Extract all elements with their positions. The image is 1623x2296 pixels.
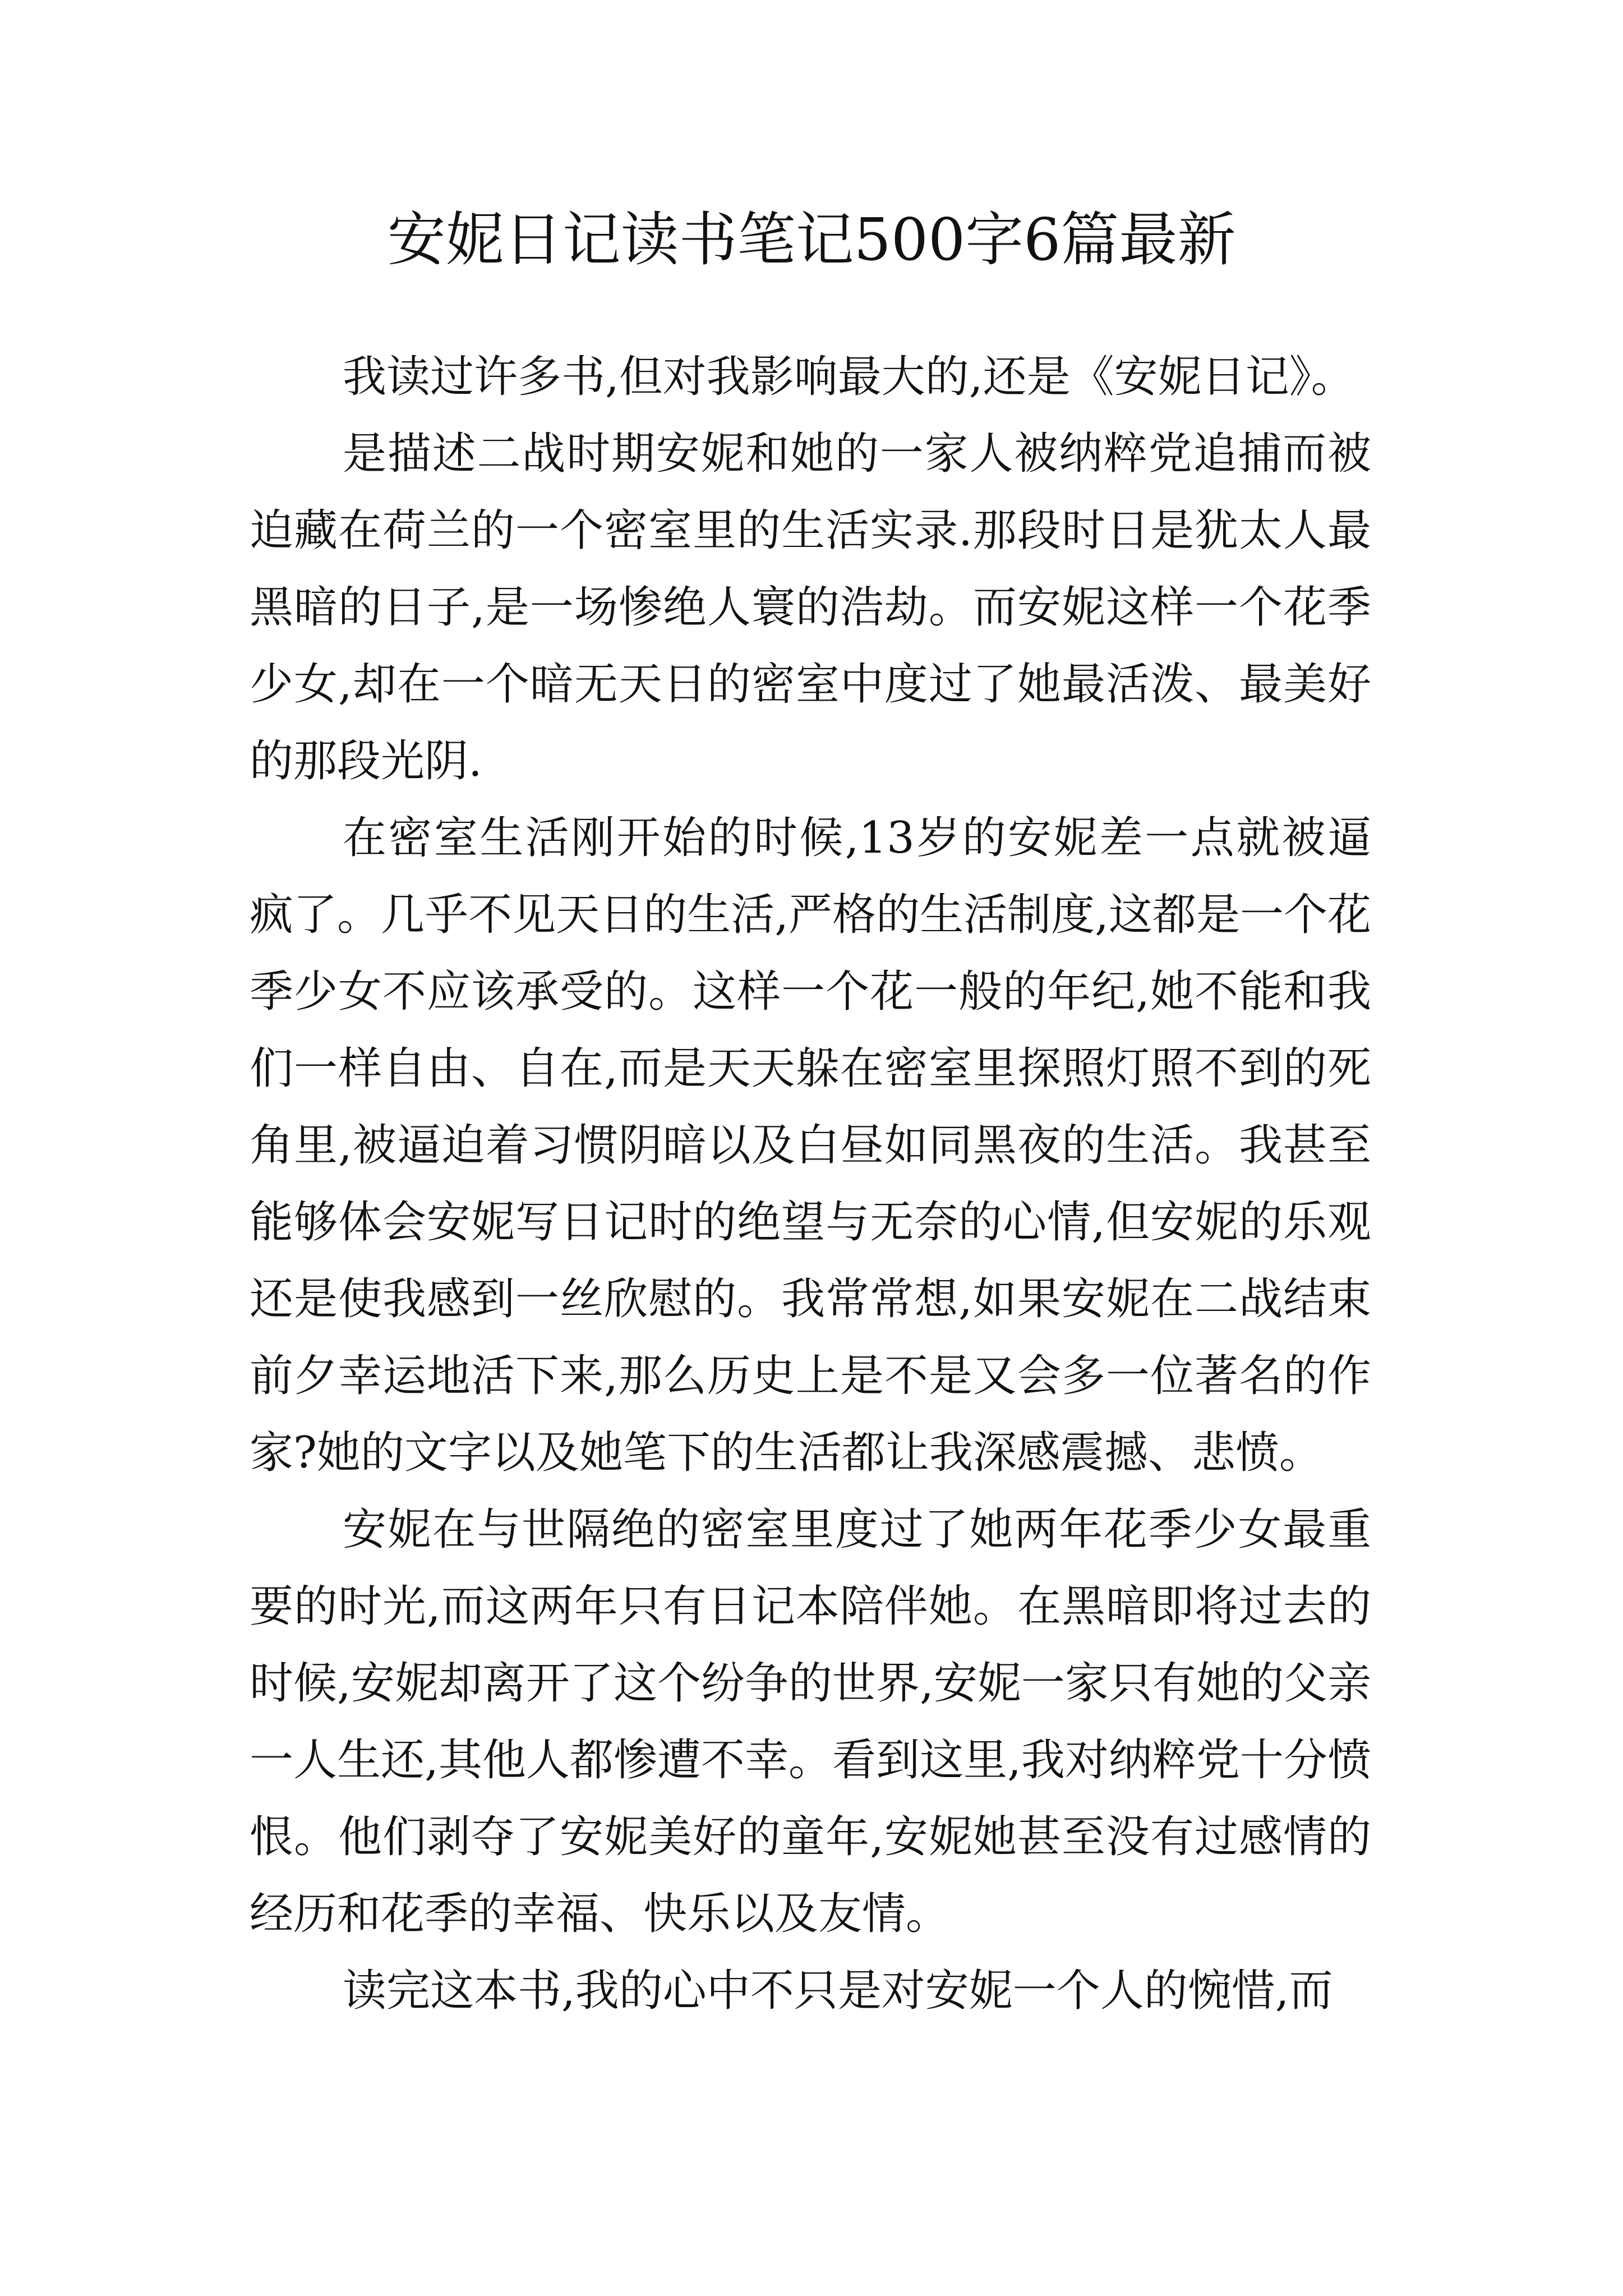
document-body bbox=[250, 339, 1371, 2030]
paragraph: 是描述二战时期安妮和她的一家人被纳粹党追捕而被迫藏在荷兰的一个密室里的生活实录.那段时日是犹太人最黑暗的日子,是一场惨绝人寰的浩劫。而安妮这样一个花季少女,却在一个暗无天日的密室中度过了她最活泼、最美好的那段光阴. bbox=[250, 429, 1371, 786]
paragraph: 读完这本书,我的心中不只是对安妮一个人的惋惜,而 bbox=[343, 1966, 1333, 2016]
paragraph: 在密室生活刚开始的时候,13岁的安妮差一点就被逼疯了。几乎不见天日的生活,严格的生活制度,这都是一个花季少女不应该承受的。这样一个花一般的年纪,她不能和我们一样自由、自在,而是天天躲在密室里探照灯照不到的死角里,被逼迫着习惯阴暗以及白昼如同黑夜的生活。我甚至能够体会安妮写日记时的绝望与无奈的心情,但安妮的乐观还是使我感到一丝欣慰的。我常常想,如果安妮在二战结束前夕幸运地活下来,那么历史上是不是又会多一位著名的作家?她的文字以及她笔下的生活都让我深感震撼、悲愤。 bbox=[250, 813, 1371, 1478]
paragraph: 我读过许多书,但对我影响最大的,还是《安妮日记》。 bbox=[343, 352, 1355, 402]
paragraph: 安妮在与世隔绝的密室里度过了她两年花季少女最重要的时光,而这两年只有日记本陪伴她。在黑暗即将过去的时候,安妮却离开了这个纷争的世界,安妮一家只有她的父亲一人生还,其他人都惨遭不幸。看到这里,我对纳粹党十分愤恨。他们剥夺了安妮美好的童年,安妮她甚至没有过感情的经历和花季的幸福、快乐以及友情。 bbox=[250, 1504, 1371, 1939]
document-title: 安妮日记读书笔记500字6篇最新 bbox=[387, 205, 1236, 274]
